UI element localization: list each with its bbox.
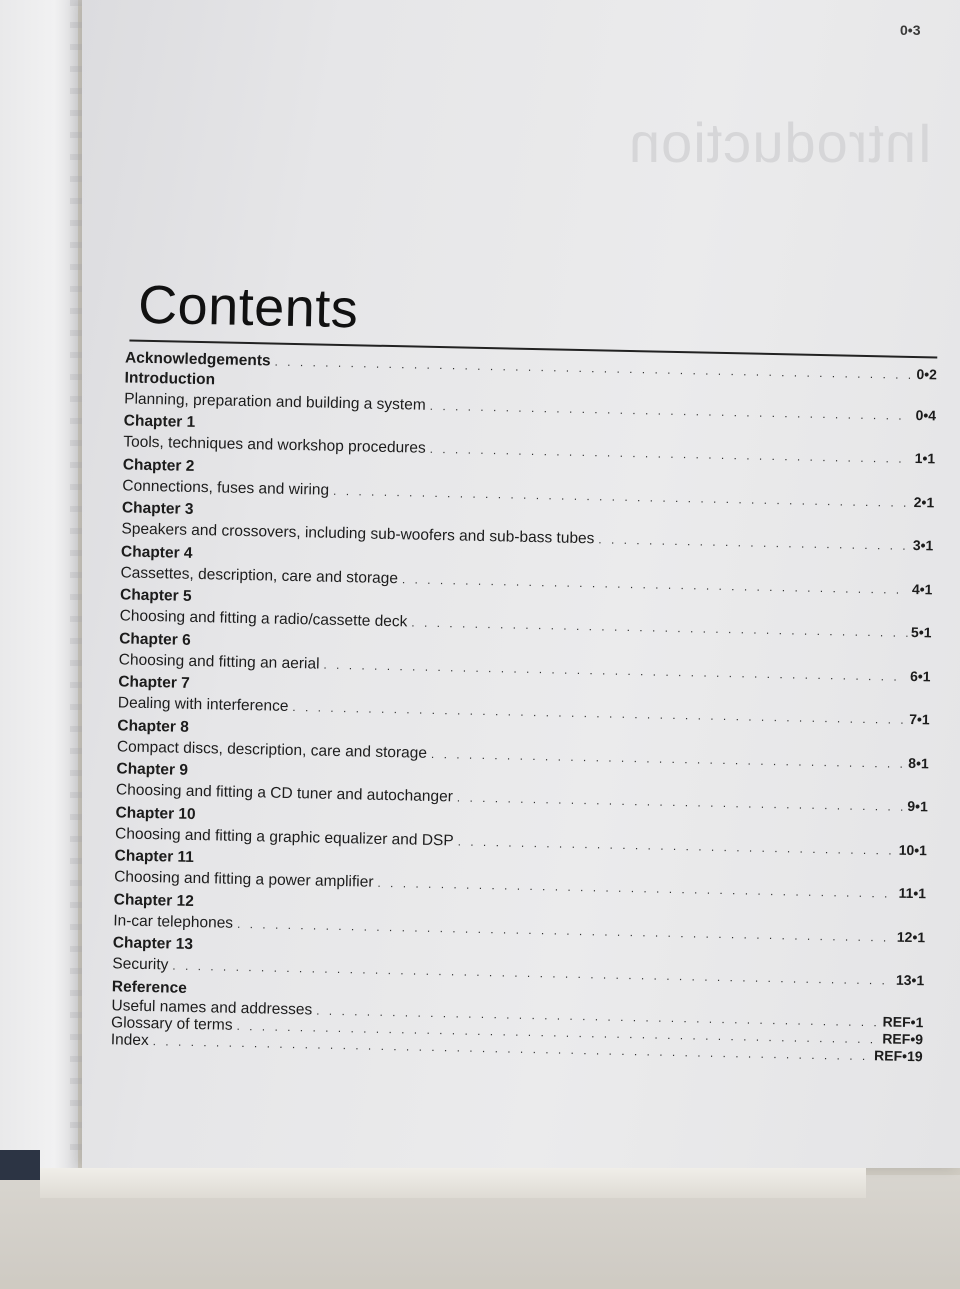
toc-page-ref: 10•1 bbox=[898, 841, 928, 858]
toc-entry-label: Chapter 7 bbox=[118, 673, 190, 692]
toc-page-ref: REF•9 bbox=[882, 1029, 924, 1047]
toc-entry-title: Security bbox=[112, 955, 169, 974]
toc-entry-title: Choosing and fitting a power amplifier bbox=[114, 868, 374, 891]
toc-entry-title: Choosing and fitting a radio/cassette deck bbox=[119, 607, 408, 631]
toc-entry-title: Compact discs, description, care and storage bbox=[116, 737, 428, 762]
toc-entry-title: Planning, preparation and building a system bbox=[124, 390, 426, 414]
toc-page-ref: 2•1 bbox=[913, 493, 935, 510]
toc-entry-title: Index bbox=[110, 1030, 149, 1049]
toc-entry-title: Choosing and fitting an aerial bbox=[118, 650, 320, 673]
toc-page-ref: 1•1 bbox=[914, 450, 936, 467]
toc-page-ref: REF•19 bbox=[873, 1046, 923, 1064]
toc-entry-title: Speakers and crossovers, including sub-woofers and sub-bass tubes bbox=[121, 520, 595, 548]
toc-page-ref: 3•1 bbox=[912, 536, 934, 554]
toc-page-ref: 13•1 bbox=[895, 971, 925, 989]
toc-entry-label: Chapter 5 bbox=[119, 586, 192, 605]
toc-page-ref: 11•1 bbox=[898, 884, 927, 902]
toc-entry-title: Tools, techniques and workshop procedures bbox=[123, 433, 426, 457]
chapter-list bbox=[112, 411, 936, 993]
page-title: Contents bbox=[137, 274, 359, 340]
toc-entry-label: Chapter 2 bbox=[122, 455, 195, 475]
toc-entry-label: Chapter 13 bbox=[112, 934, 194, 953]
toc-entry-label: Chapter 11 bbox=[114, 847, 195, 866]
toc-entry-label: Chapter 12 bbox=[113, 890, 195, 910]
toc-entry-title: Connections, fuses and wiring bbox=[122, 476, 330, 499]
toc-entry-label: Chapter 6 bbox=[119, 629, 191, 649]
toc-entry-label: Chapter 4 bbox=[120, 542, 193, 562]
toc-page-ref: 0•2 bbox=[916, 366, 938, 383]
toc-entry-title: Choosing and fitting a graphic equalizer and DSP bbox=[114, 824, 454, 849]
toc-entry-title: Useful names and addresses bbox=[111, 996, 313, 1019]
toc-entry-title: Cassettes, description, care and storage bbox=[120, 563, 399, 587]
toc-page-ref: 12•1 bbox=[896, 928, 926, 945]
toc-entry-title: Glossary of terms bbox=[110, 1013, 233, 1034]
toc-entry-label: Introduction bbox=[124, 369, 216, 389]
page-number: 0•3 bbox=[900, 22, 921, 38]
toc-entry-label: Chapter 10 bbox=[115, 803, 196, 823]
toc-page-ref: 8•1 bbox=[908, 754, 929, 771]
toc-entry-label: Chapter 9 bbox=[116, 760, 189, 779]
toc-entry-label: Acknowledgements bbox=[124, 349, 271, 370]
toc-entry-title: Dealing with interference bbox=[117, 694, 289, 715]
toc-page-ref: 6•1 bbox=[909, 667, 931, 684]
toc-page-ref: 0•4 bbox=[915, 407, 937, 424]
toc-entry-title: In-car telephones bbox=[113, 911, 234, 932]
toc-entry-label: Chapter 3 bbox=[121, 499, 194, 518]
toc-entry-label: Chapter 1 bbox=[123, 412, 196, 431]
toc-page-ref: REF•1 bbox=[882, 1012, 924, 1030]
toc-page-ref: 5•1 bbox=[910, 623, 932, 641]
toc-page-ref: 4•1 bbox=[911, 580, 933, 597]
table-of-contents bbox=[111, 347, 937, 1064]
toc-page-ref: 7•1 bbox=[909, 710, 930, 728]
show-through-text: Introduction bbox=[628, 111, 933, 174]
toc-entry-label: Reference bbox=[111, 977, 188, 997]
toc-page-ref: 9•1 bbox=[907, 797, 929, 815]
toc-entry-label: Chapter 8 bbox=[117, 716, 190, 736]
toc-entry-title: Choosing and fitting a CD tuner and autochanger bbox=[115, 781, 454, 806]
